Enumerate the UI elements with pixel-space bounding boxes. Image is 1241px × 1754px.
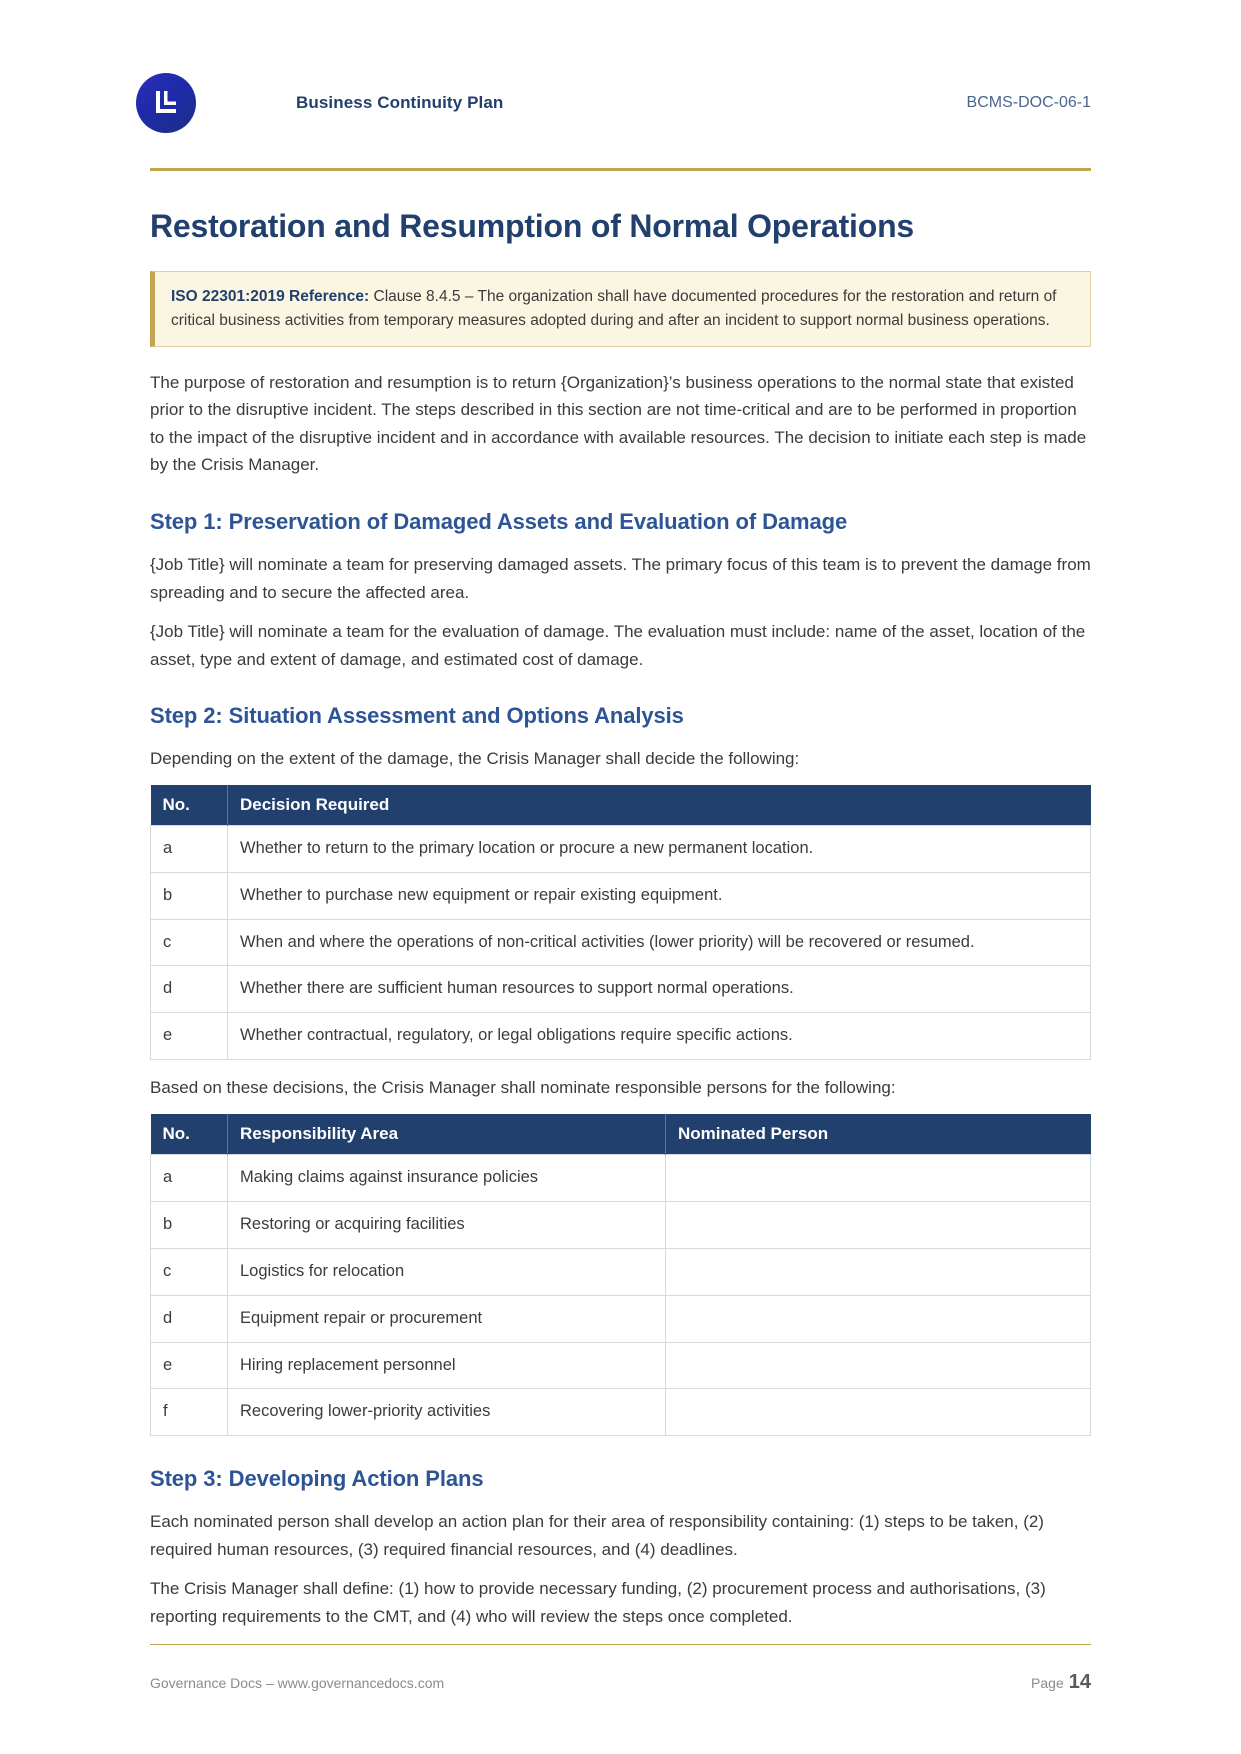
cell-nominated-person[interactable] [666, 1389, 1091, 1436]
iso-reference-text: Clause 8.4.5 – The organization shall have documented procedures for the restoration and return of critical business activities from temporary measures adopted during and after an incident to support normal business operations. [171, 288, 1057, 329]
header-title: Business Continuity Plan [296, 93, 504, 112]
cell-no: a [151, 825, 228, 872]
page-title: Restoration and Resumption of Normal Operations [150, 208, 915, 244]
column-header-no: No. [151, 785, 228, 826]
table-row [151, 1248, 1091, 1295]
step2-intro-paragraph: Depending on the extent of the damage, the Crisis Manager shall decide the following: [150, 749, 800, 769]
cell-no: c [151, 1248, 228, 1295]
cell-nominated-person[interactable] [666, 1201, 1091, 1248]
logo [136, 73, 196, 133]
header-document-code: BCMS-DOC-06-1 [966, 94, 1091, 111]
cell-responsibility-area: Restoring or acquiring facilities [228, 1201, 666, 1248]
iso-reference-label: ISO 22301:2019 Reference: [171, 288, 370, 306]
cell-decision: Whether contractual, regulatory, or legal obligations require specific actions. [228, 1013, 1091, 1060]
cell-nominated-person[interactable] [666, 1154, 1091, 1201]
table-row [151, 1201, 1091, 1248]
heading-step-3: Step 3: Developing Action Plans [150, 1466, 484, 1492]
page-label: Page [1031, 1675, 1064, 1691]
column-header-decision: Decision Required [228, 785, 1091, 826]
step3-paragraph-2: The Crisis Manager shall define: (1) how to provide necessary funding, (2) procurement process and authorisations, (3) reporting requirements to the CMT, and (4) who will review the steps once completed. [150, 1579, 1046, 1626]
decision-required-table [150, 785, 1091, 1061]
table-row [151, 1013, 1091, 1060]
cell-responsibility-area: Making claims against insurance policies [228, 1154, 666, 1201]
cell-no: f [151, 1389, 228, 1436]
footer-page-indicator [1031, 1671, 1091, 1694]
iso-reference-callout [150, 271, 1091, 347]
table-row [151, 1389, 1091, 1436]
cell-no: b [151, 872, 228, 919]
cell-responsibility-area: Equipment repair or procurement [228, 1295, 666, 1342]
responsibility-area-table [150, 1114, 1091, 1437]
column-header-nominated-person: Nominated Person [666, 1114, 1091, 1155]
cell-nominated-person[interactable] [666, 1295, 1091, 1342]
step1-paragraph-1: {Job Title} will nominate a team for preserving damaged assets. The primary focus of this team is to prevent the damage from spreading and to secure the affected area. [150, 555, 1091, 602]
cell-responsibility-area: Hiring replacement personnel [228, 1342, 666, 1389]
cell-decision: When and where the operations of non-critical activities (lower priority) will be recovered or resumed. [228, 919, 1091, 966]
cell-no: c [151, 919, 228, 966]
document-footer [150, 1644, 1091, 1694]
cell-nominated-person[interactable] [666, 1248, 1091, 1295]
step3-paragraph-1: Each nominated person shall develop an action plan for their area of responsibility containing: (1) steps to be taken, (2) required human resources, (3) required financial resources, and (4) deadlines. [150, 1512, 1044, 1559]
table-row [151, 1295, 1091, 1342]
cell-responsibility-area: Recovering lower-priority activities [228, 1389, 666, 1436]
cell-no: d [151, 966, 228, 1013]
cell-responsibility-area: Logistics for relocation [228, 1248, 666, 1295]
cell-no: d [151, 1295, 228, 1342]
table-row [151, 825, 1091, 872]
heading-step-2: Step 2: Situation Assessment and Options Analysis [150, 703, 684, 729]
step1-paragraph-2: {Job Title} will nominate a team for the evaluation of damage. The evaluation must include: name of the asset, location of the asset, type and extent of damage, and estimated cost of damage. [150, 622, 1086, 669]
page-number: 14 [1068, 1671, 1091, 1693]
cell-decision: Whether to return to the primary location or procure a new permanent location. [228, 825, 1091, 872]
cell-no: b [151, 1201, 228, 1248]
table-row [151, 966, 1091, 1013]
table-row [151, 919, 1091, 966]
table-row [151, 872, 1091, 919]
table-header-row [151, 785, 1091, 826]
cell-no: a [151, 1154, 228, 1201]
table-header-row [151, 1114, 1091, 1155]
cell-decision: Whether there are sufficient human resources to support normal operations. [228, 966, 1091, 1013]
cell-decision: Whether to purchase new equipment or repair existing equipment. [228, 872, 1091, 919]
footer-divider [150, 1644, 1091, 1645]
cell-nominated-person[interactable] [666, 1342, 1091, 1389]
column-header-responsibility-area: Responsibility Area [228, 1114, 666, 1155]
nested-l-logo-icon [136, 73, 196, 133]
header-divider [150, 168, 1091, 171]
cell-no: e [151, 1013, 228, 1060]
footer-attribution: Governance Docs – www.governancedocs.com [150, 1675, 445, 1691]
step2-mid-paragraph: Based on these decisions, the Crisis Manager shall nominate responsible persons for the following: [150, 1078, 896, 1098]
intro-paragraph: The purpose of restoration and resumption is to return {Organization}’s business operations to the normal state that existed prior to the disruptive incident. The steps described in this section are not time-critical and are to be performed in proportion to the impact of the disruptive incident and in accordance with available resources. The decision to initiate each step is made by the Crisis Manager. [150, 372, 1087, 475]
document-header [150, 0, 1091, 158]
heading-step-1: Step 1: Preservation of Damaged Assets and Evaluation of Damage [150, 509, 848, 535]
table-row [151, 1154, 1091, 1201]
cell-no: e [151, 1342, 228, 1389]
column-header-no: No. [151, 1114, 228, 1155]
table-row [151, 1342, 1091, 1389]
